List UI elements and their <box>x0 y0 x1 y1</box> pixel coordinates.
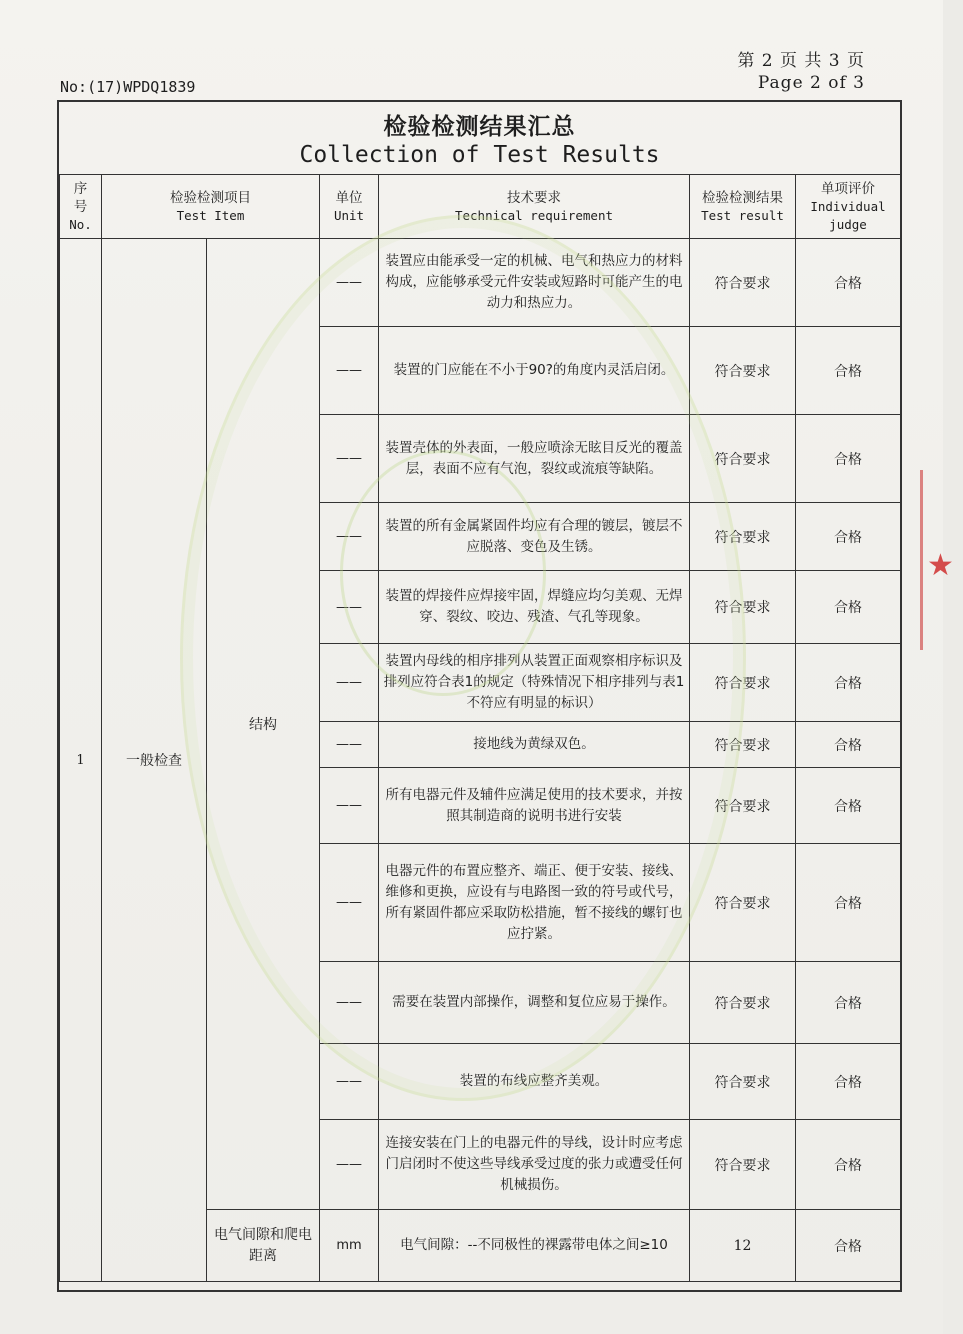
requirement-cell: 装置壳体的外表面，一般应喷涂无眩目反光的覆盖层，表面不应有气泡，裂纹或流痕等缺陷。 <box>379 415 690 503</box>
judge-cell: 合格 <box>796 503 901 571</box>
result-cell: 符合要求 <box>690 571 796 644</box>
judge-cell: 合格 <box>796 1120 901 1210</box>
unit-cell: —— <box>320 327 379 415</box>
header-test-item-cn: 检验检测项目 <box>170 189 251 206</box>
requirement-cell: 装置的门应能在不小于90?的角度内灵活启闭。 <box>379 327 690 415</box>
result-cell: 符合要求 <box>690 644 796 722</box>
report-number: No:(17)WPDQ1839 <box>60 78 196 96</box>
unit-cell: —— <box>320 503 379 571</box>
result-cell: 符合要求 <box>690 1044 796 1120</box>
header-result-en: Test result <box>701 207 784 223</box>
result-cell: 12 <box>690 1210 796 1282</box>
judge-cell: 合格 <box>796 1210 901 1282</box>
table-row <box>60 239 901 327</box>
row-number: 1 <box>60 239 102 1282</box>
judge-cell: 合格 <box>796 644 901 722</box>
unit-cell: —— <box>320 571 379 644</box>
requirement-cell: 装置的布线应整齐美观。 <box>379 1044 690 1120</box>
title-en: Collection of Test Results <box>299 142 660 168</box>
header-requirement <box>379 175 690 239</box>
requirement-cell: 装置应由能承受一定的机械、电气和热应力的材料构成，应能够承受元件安装或短路时可能产生的电动力和热应力。 <box>379 239 690 327</box>
unit-cell: —— <box>320 644 379 722</box>
unit-cell: —— <box>320 415 379 503</box>
red-stamp-edge <box>920 470 963 650</box>
result-cell: 符合要求 <box>690 239 796 327</box>
result-cell: 符合要求 <box>690 844 796 962</box>
results-sheet <box>57 100 902 1292</box>
unit-cell: —— <box>320 962 379 1044</box>
unit-cell: —— <box>320 239 379 327</box>
result-cell: 符合要求 <box>690 503 796 571</box>
header-no-en: No. <box>69 216 92 232</box>
table-header-row <box>60 175 901 239</box>
title-cn: 检验检测结果汇总 <box>383 114 576 140</box>
judge-cell: 合格 <box>796 1044 901 1120</box>
header-requirement-en: Technical requirement <box>454 207 614 223</box>
unit-cell: —— <box>320 1044 379 1120</box>
result-cell: 符合要求 <box>690 722 796 768</box>
judge-cell: 合格 <box>796 239 901 327</box>
requirement-cell: 所有电器元件及辅件应满足使用的技术要求，并按照其制造商的说明书进行安装 <box>379 768 690 844</box>
sub-item-structure: 结构 <box>207 239 320 1210</box>
results-table <box>59 174 901 1282</box>
unit-cell: mm <box>320 1210 379 1282</box>
header-no-cn: 序号 <box>73 180 88 215</box>
judge-cell: 合格 <box>796 722 901 768</box>
judge-cell: 合格 <box>796 962 901 1044</box>
star-icon: ★ <box>927 548 954 583</box>
result-cell: 符合要求 <box>690 415 796 503</box>
page-number-en: Page 2 of 3 <box>757 73 865 93</box>
requirement-cell: 装置的焊接件应焊接牢固，焊缝应均匀美观、无焊穿、裂纹、咬边、残渣、气孔等现象。 <box>379 571 690 644</box>
result-cell: 符合要求 <box>690 1120 796 1210</box>
requirement-cell: 接地线为黄绿双色。 <box>379 722 690 768</box>
requirement-cell: 电器元件的布置应整齐、端正、便于安装、接线、维修和更换，应设有与电路图一致的符号或代号，所有紧固件都应采取防松措施，暂不接线的螺钉也应拧紧。 <box>379 844 690 962</box>
header-judge-cn: 单项评价 <box>821 180 875 197</box>
requirement-cell: 电气间隙：--不同极性的裸露带电体之间≥10 <box>379 1210 690 1282</box>
header-test-item-en: Test Item <box>176 207 245 223</box>
header-judge <box>796 175 901 239</box>
requirement-cell: 装置的所有金属紧固件均应有合理的镀层，镀层不应脱落、变色及生锈。 <box>379 503 690 571</box>
header-test-item <box>102 175 320 239</box>
test-item-name: 一般检查 <box>102 239 207 1282</box>
requirement-cell: 装置内母线的相序排列从装置正面观察相序标识及排列应符合表1的规定（特殊情况下相序排列与表1不符应有明显的标识） <box>379 644 690 722</box>
judge-cell: 合格 <box>796 844 901 962</box>
header-result <box>690 175 796 239</box>
result-cell: 符合要求 <box>690 768 796 844</box>
requirement-cell: 连接安装在门上的电器元件的导线，设计时应考虑门启闭时不使这些导线承受过度的张力或遭受任何机械损伤。 <box>379 1120 690 1210</box>
judge-cell: 合格 <box>796 415 901 503</box>
judge-cell: 合格 <box>796 571 901 644</box>
result-cell: 符合要求 <box>690 327 796 415</box>
unit-cell: —— <box>320 722 379 768</box>
result-cell: 符合要求 <box>690 962 796 1044</box>
header-judge-en: Individual judge <box>810 198 886 232</box>
sub-item-clearance: 电气间隙和爬电距离 <box>207 1210 320 1282</box>
unit-cell: —— <box>320 1120 379 1210</box>
judge-cell: 合格 <box>796 327 901 415</box>
unit-cell: —— <box>320 768 379 844</box>
page-number <box>737 50 865 94</box>
page-number-cn: 第 2 页 共 3 页 <box>737 51 865 71</box>
header-unit-en: Unit <box>333 207 365 223</box>
unit-cell: —— <box>320 844 379 962</box>
header-unit-cn: 单位 <box>335 189 363 206</box>
header-no <box>60 175 102 239</box>
header-requirement-cn: 技术要求 <box>507 189 561 206</box>
requirement-cell: 需要在装置内部操作，调整和复位应易于操作。 <box>379 962 690 1044</box>
header-unit <box>320 175 379 239</box>
judge-cell: 合格 <box>796 768 901 844</box>
header-result-cn: 检验检测结果 <box>702 189 783 206</box>
